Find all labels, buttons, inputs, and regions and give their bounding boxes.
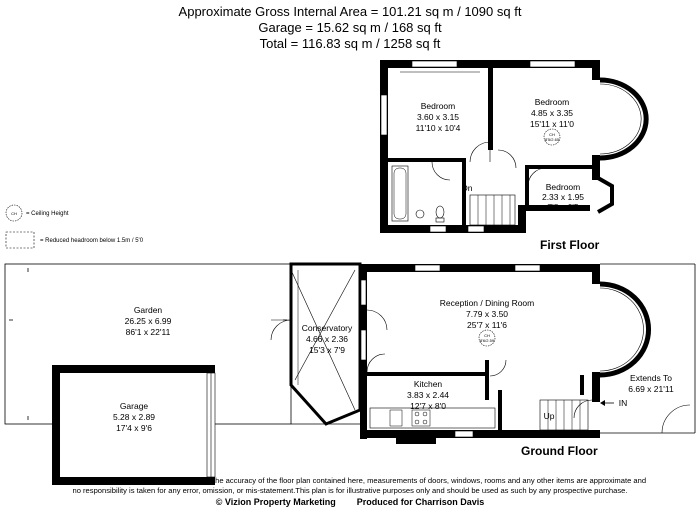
kitchen-imperial: 12'7 x 8'0	[410, 401, 446, 411]
gross-area-line: Approximate Gross Internal Area = 101.21 sq m / 1090 sq ft	[178, 4, 522, 19]
bedroom1-metric: 3.60 x 3.15	[416, 112, 460, 122]
credit-agent: Produced for Charrison Davis	[356, 497, 485, 507]
total-area-line: Total = 116.83 sq m / 1258 sq ft	[259, 36, 441, 51]
disclaimer-line-1: Whilst every attempt has been made to ensure the accuracy of the floor plan contained here, measurements of doors, windows, rooms and any other items are approximate and	[53, 476, 647, 485]
extends-name: Extends To	[630, 373, 672, 383]
garage-area-line: Garage = 15.62 sq m / 168 sq ft	[258, 20, 442, 35]
kitchen-metric: 3.83 x 2.44	[406, 390, 450, 400]
first-floor-title: First Floor	[540, 238, 600, 252]
garage-imperial: 17'4 x 9'6	[116, 423, 152, 433]
bedroom3-name: Bedroom	[545, 182, 581, 192]
bedroom2-imperial: 15'11 x 11'0	[529, 119, 575, 129]
reduced-headroom-symbol-icon	[6, 232, 34, 248]
garden-metric: 26.25 x 6.99	[124, 316, 172, 326]
legend-reduced-label: = Reduced headroom below 1.5m / 5'0	[40, 238, 144, 244]
conservatory-metric: 4.66 x 2.36	[305, 334, 349, 344]
garage-metric: 5.28 x 2.89	[112, 412, 156, 422]
disclaimer-line-2: no responsibility is taken for any error, omission, or mis-statement.This plan is for illustrative purposes only and should be used as such by any prospective purchase.	[72, 486, 628, 495]
reception-ch-code: CH	[484, 333, 490, 338]
bedroom2-ch-value: 8'5/2.65	[544, 137, 560, 142]
garage-name: Garage	[119, 401, 149, 411]
garden-name: Garden	[133, 305, 163, 315]
reception-ch-value: 8'6/2.59	[479, 338, 495, 343]
legend-ceiling-label: = Ceiling Height	[26, 211, 69, 217]
bedroom2-metric: 4.85 x 3.35	[530, 108, 574, 118]
bedroom3-metric: 2.33 x 1.95	[541, 192, 585, 202]
stairs-down-label: Dn	[461, 183, 473, 193]
reception-name: Reception / Dining Room	[439, 298, 535, 308]
garden-imperial: 86'1 x 22'11	[125, 327, 171, 337]
first-floor-plan	[380, 60, 646, 233]
bedroom1-name: Bedroom	[420, 101, 456, 111]
extends-dims: 6.69 x 21'11	[628, 384, 674, 394]
entrance-label: IN	[618, 398, 628, 408]
bedroom2-name: Bedroom	[534, 97, 570, 107]
bedroom3-imperial: 7'8 x 6'5	[547, 202, 579, 212]
bedroom1-imperial: 11'10 x 10'4	[415, 123, 461, 133]
conservatory-name: Conservatory	[301, 323, 353, 333]
legend-ch-code: CH	[11, 211, 17, 216]
bedroom2-ch-code: CH	[549, 132, 555, 137]
credits	[0, 497, 700, 507]
conservatory-imperial: 15'3 x 7'9	[309, 345, 345, 355]
kitchen-name: Kitchen	[413, 379, 443, 389]
stairs-up-label: Up	[543, 411, 555, 421]
reception-imperial: 25'7 x 11'6	[467, 320, 507, 330]
reception-metric: 7.79 x 3.50	[465, 309, 509, 319]
ground-floor-title: Ground Floor	[521, 444, 598, 458]
credit-marketing: © Vizion Property Marketing	[215, 497, 336, 507]
